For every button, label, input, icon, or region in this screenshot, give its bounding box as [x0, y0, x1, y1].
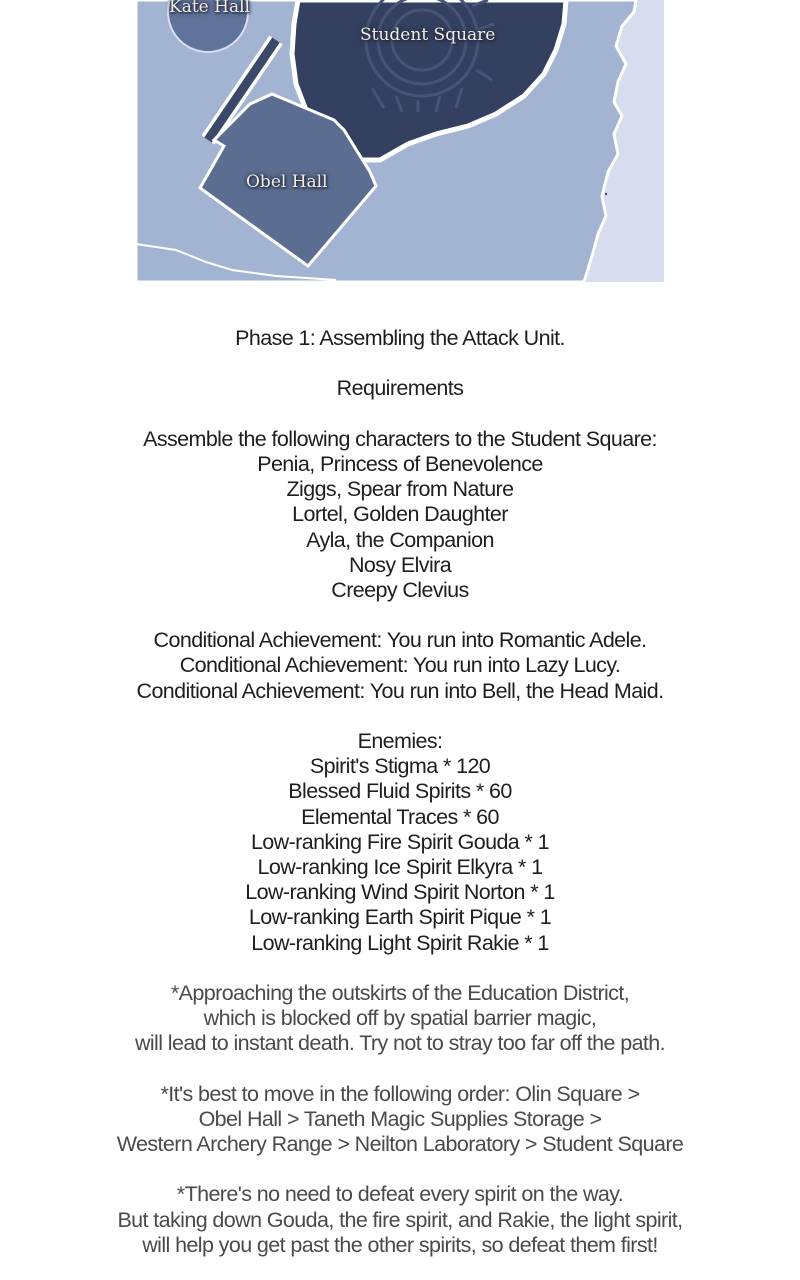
enemy-item: Blessed Fluid Spirits * 60 — [288, 779, 512, 804]
enemy-item: Low-ranking Ice Spirit Elkyra * 1 — [257, 854, 543, 879]
note-line: *Approaching the outskirts of the Education District, — [170, 980, 630, 1005]
character-list — [0, 452, 800, 603]
note-line: will lead to instant death. Try not to stray too far off the path. — [134, 1031, 666, 1056]
achievement-list — [0, 628, 800, 704]
obel-hall-label: Obel Hall — [246, 172, 328, 192]
enemy-item: Low-ranking Earth Spirit Pique * 1 — [248, 905, 552, 930]
campus-map — [136, 0, 664, 282]
note-line: *There's no need to defeat every spirit on the way. — [176, 1182, 624, 1207]
achievement-item: Conditional Achievement: You run into Romantic Adele. — [153, 628, 647, 653]
enemy-item: Spirit's Stigma * 120 — [309, 754, 491, 779]
note-order — [0, 1082, 800, 1158]
enemy-item: Low-ranking Fire Spirit Gouda * 1 — [250, 829, 550, 854]
phase-title: Phase 1: Assembling the Attack Unit. — [235, 326, 565, 350]
note-line: *It's best to move in the following order: Olin Square > — [160, 1081, 640, 1106]
character-item: Creepy Clevius — [331, 577, 469, 602]
enemy-list — [0, 754, 800, 956]
character-item: Ziggs, Spear from Nature — [286, 477, 514, 502]
achievement-item: Conditional Achievement: You run into Bell, the Head Maid. — [136, 678, 664, 703]
character-item: Lortel, Golden Daughter — [292, 502, 508, 527]
enemy-item: Elemental Traces * 60 — [301, 804, 499, 829]
requirements-heading: Requirements — [336, 376, 464, 401]
map-marker-dot — [605, 193, 607, 195]
kate-hall-label: Kate Hall — [169, 0, 250, 17]
assemble-intro: Assemble the following characters to the Student Square: — [143, 426, 657, 451]
note-line: Western Archery Range > Neilton Laboratory > Student Square — [116, 1132, 684, 1156]
enemy-item: Low-ranking Wind Spirit Norton * 1 — [245, 880, 555, 905]
character-item: Ayla, the Companion — [306, 527, 494, 552]
character-item: Penia, Princess of Benevolence — [257, 451, 543, 476]
enemies-heading: Enemies: — [357, 729, 443, 753]
student-square-label: Student Square — [360, 25, 496, 45]
character-item: Nosy Elvira — [348, 552, 452, 577]
note-line: will help you get past the other spirits, so defeat them first! — [142, 1232, 658, 1257]
note-line: Obel Hall > Taneth Magic Supplies Storage > — [198, 1106, 602, 1131]
note-outskirts — [0, 981, 800, 1057]
note-line: which is blocked off by spatial barrier magic, — [203, 1006, 597, 1031]
achievement-item: Conditional Achievement: You run into Lazy Lucy. — [179, 653, 621, 678]
enemy-item: Low-ranking Light Spirit Rakie * 1 — [251, 930, 549, 955]
quest-text — [0, 326, 800, 1258]
note-spirits — [0, 1182, 800, 1258]
note-line: But taking down Gouda, the fire spirit, and Rakie, the light spirit, — [117, 1207, 683, 1232]
